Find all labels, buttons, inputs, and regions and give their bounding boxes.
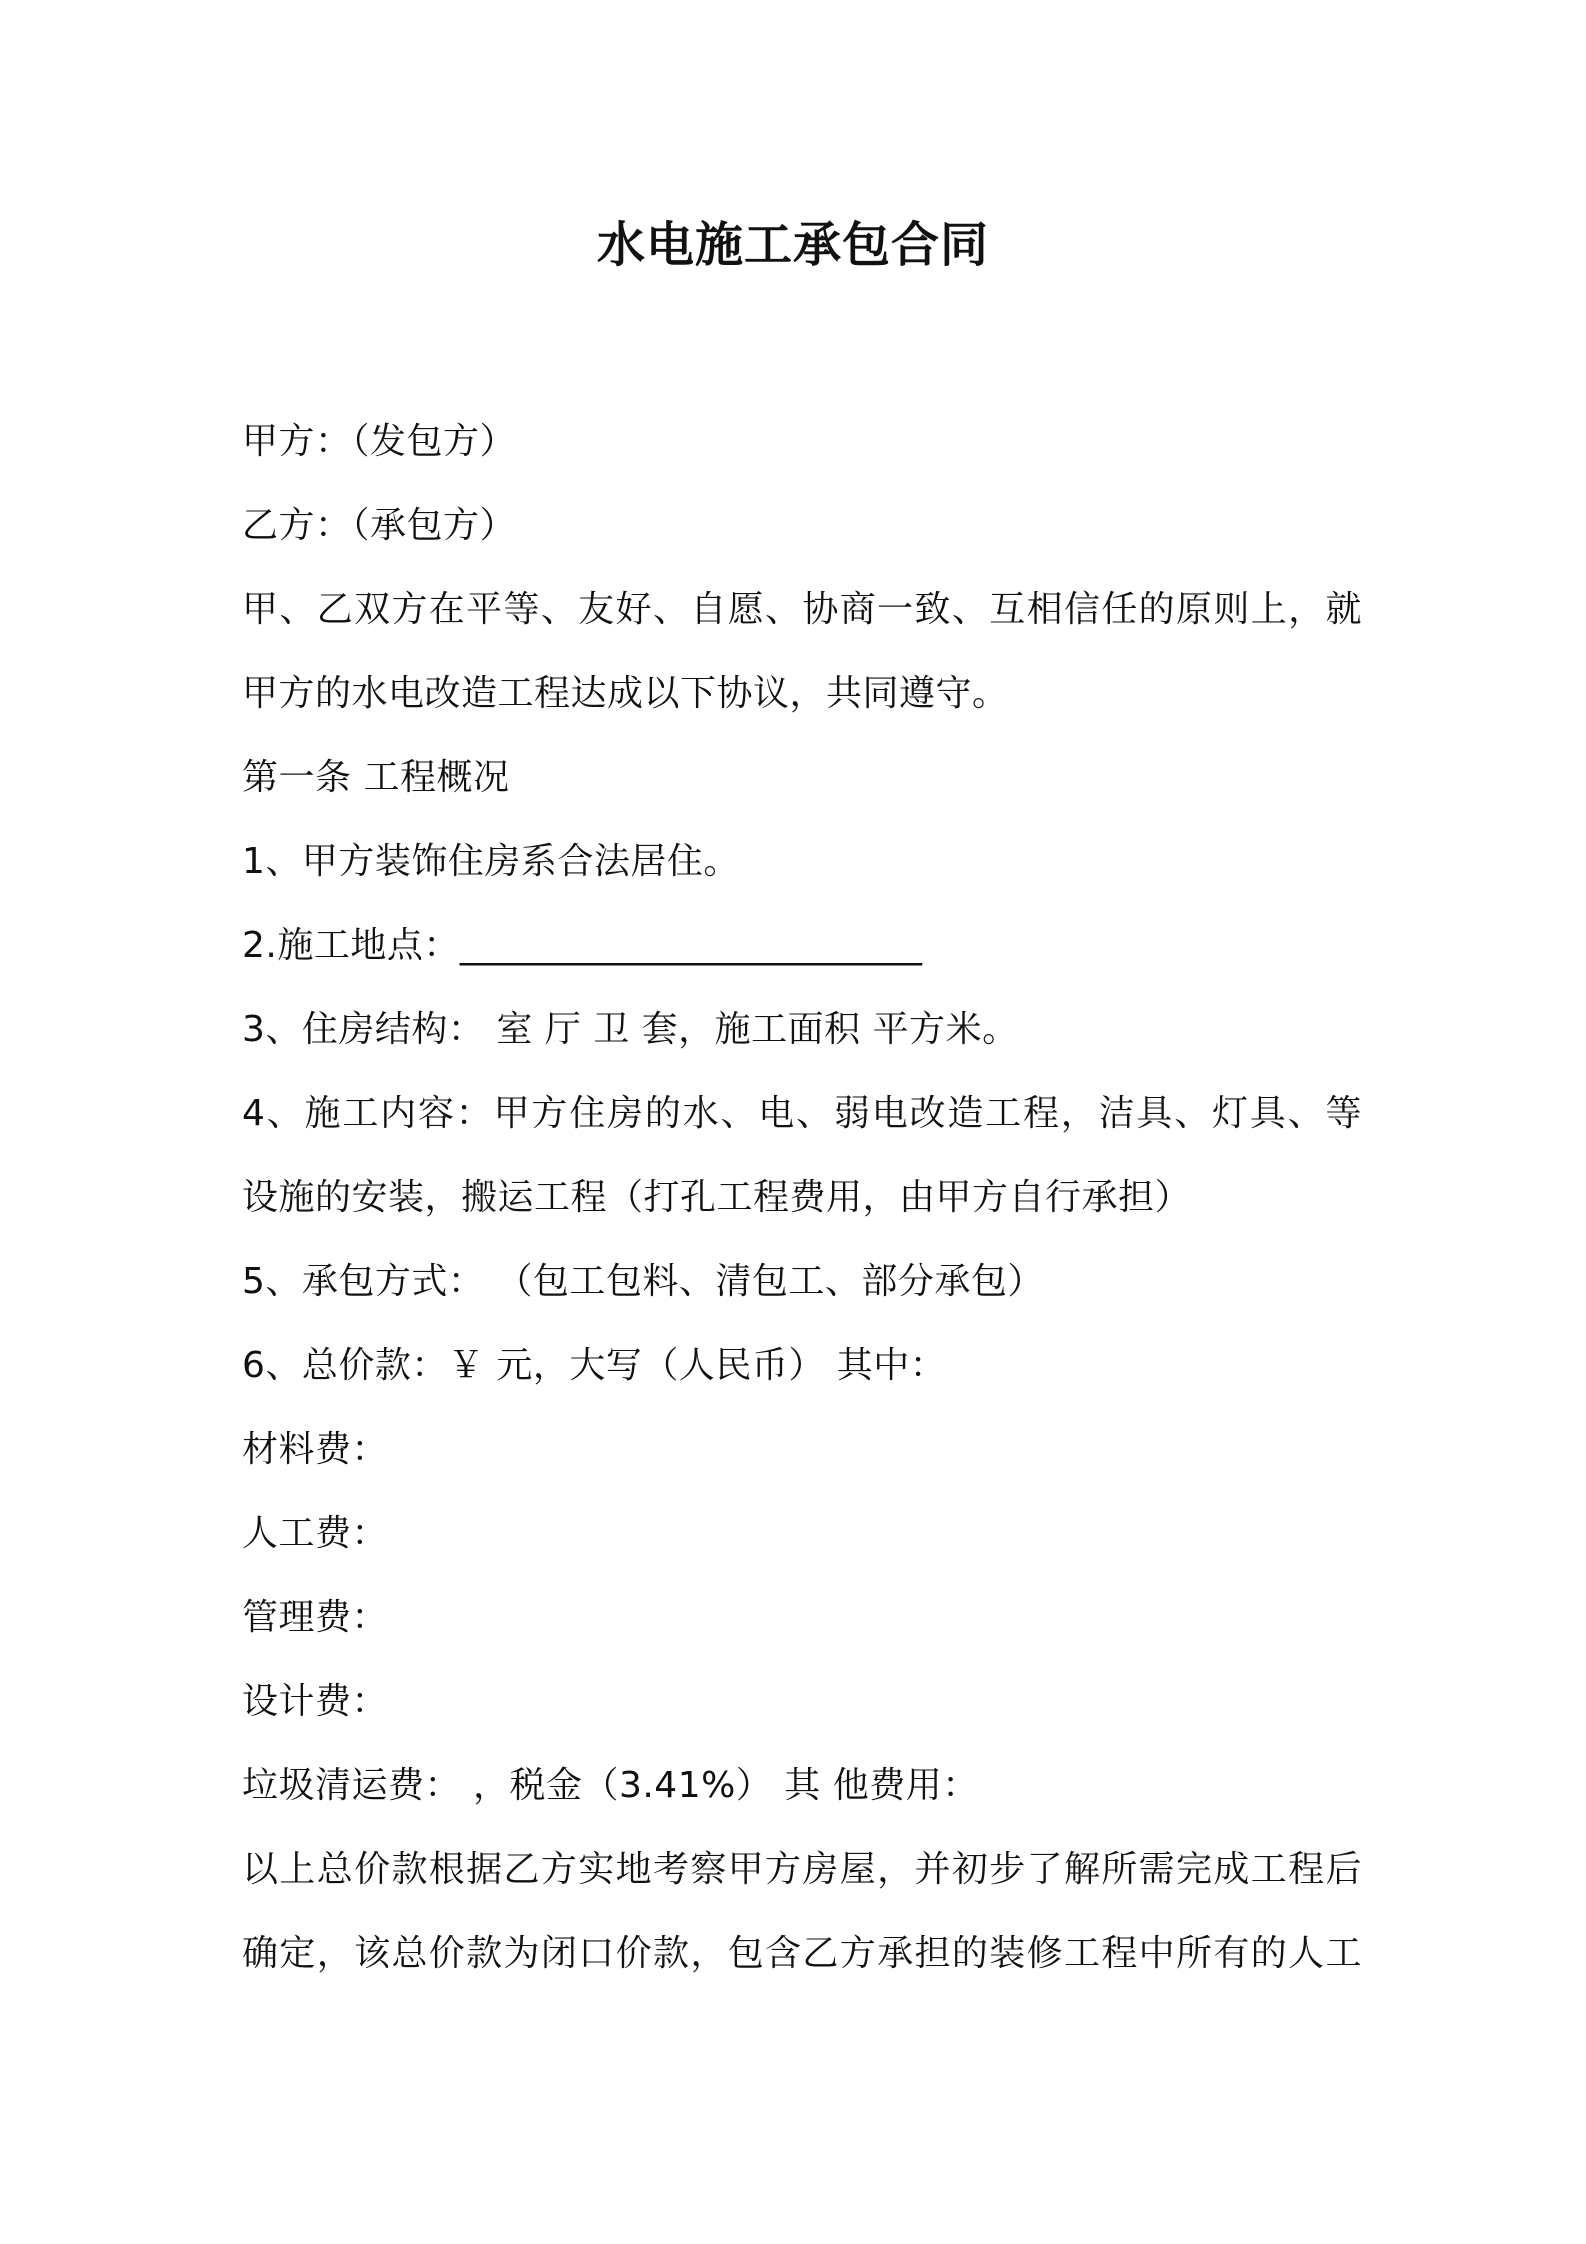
- document-body: [242, 400, 1362, 1996]
- clause-4-content-line-2: 设施的安装，搬运工程（打孔工程费用，由甲方自行承担）: [242, 1177, 1192, 1218]
- price-note-line-1: 以上总价款根据乙方实地考察甲方房屋，并初步了解所需完成工程后: [242, 1849, 1362, 1890]
- preamble-line-1: 甲、乙双方在平等、友好、自愿、协商一致、互相信任的原则上，就: [242, 589, 1362, 630]
- design-fee-line: 设计费：: [242, 1681, 389, 1722]
- garbage-tax-other-fee-line: 垃圾清运费： ，税金（3.41%） 其 他费用：: [242, 1765, 979, 1806]
- article-1-heading: 第一条 工程概况: [242, 757, 510, 798]
- price-note-line-2: 确定，该总价款为闭口价款，包含乙方承担的装修工程中所有的人工: [242, 1933, 1362, 1974]
- preamble-line-2: 甲方的水电改造工程达成以下协议，共同遵守。: [242, 673, 1009, 714]
- party-a-line: 甲方：（发包方）: [242, 421, 517, 462]
- labor-fee-line: 人工费：: [242, 1513, 389, 1554]
- clause-4-content-line-1: 4、施工内容：甲方住房的水、电、弱电改造工程，洁具、灯具、等: [242, 1093, 1362, 1134]
- clause-2-location: 2.施工地点：_________________________: [242, 925, 923, 966]
- clause-6-total-price: 6、总价款：￥ 元，大写（人民币） 其中：: [242, 1345, 947, 1386]
- clause-5-contract-mode: 5、承包方式： （包工包料、清包工、部分承包）: [242, 1261, 1044, 1302]
- management-fee-line: 管理费：: [242, 1597, 389, 1638]
- party-b-line: 乙方：（承包方）: [242, 505, 517, 546]
- material-fee-line: 材料费：: [242, 1429, 389, 1470]
- clause-1: 1、甲方装饰住房系合法居住。: [242, 841, 740, 882]
- clause-3-structure: 3、住房结构： 室 厅 卫 套，施工面积 平方米。: [242, 1009, 1019, 1050]
- document-title: 水电施工承包合同: [596, 217, 989, 273]
